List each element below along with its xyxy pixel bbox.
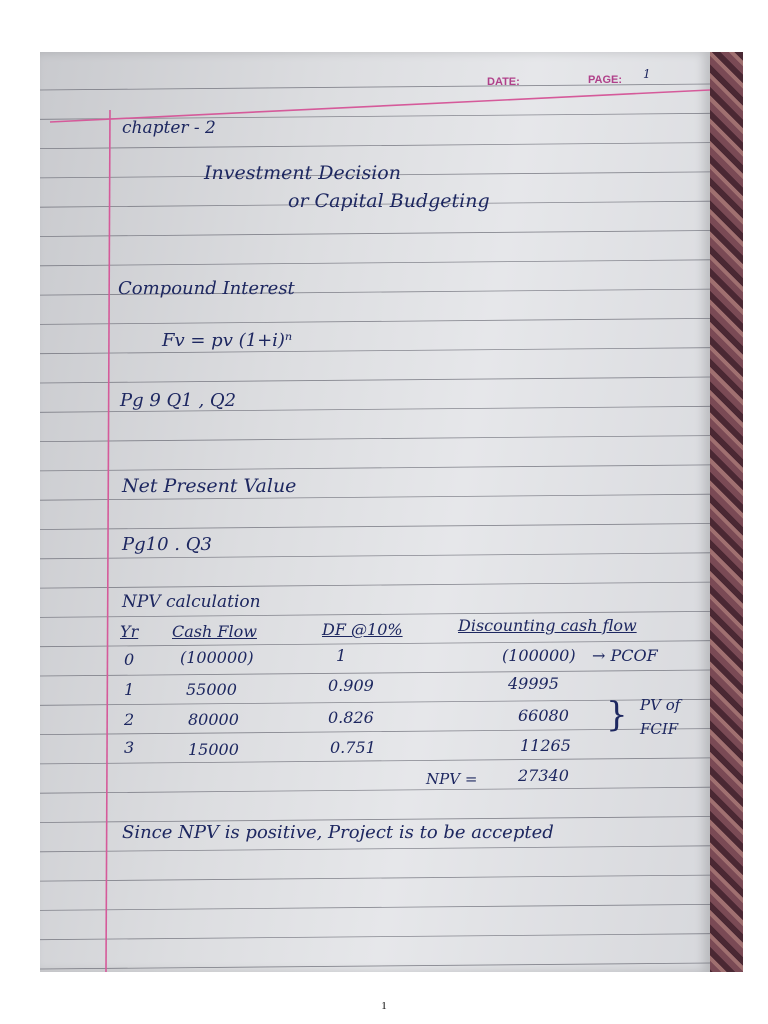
ruled-line (40, 787, 710, 793)
table-cell: (100000) (180, 648, 254, 667)
chapter-heading: chapter - 2 (122, 118, 216, 138)
date-label: DATE: (487, 76, 520, 88)
table-cell: 1 (124, 680, 135, 699)
ruled-line (40, 758, 710, 764)
ruled-line (40, 904, 710, 910)
table-cell: 15000 (188, 740, 239, 759)
page-reference-2: Pg10 . Q3 (122, 534, 212, 555)
brace-icon: } (606, 695, 628, 735)
footer-page-number: 1 (381, 1000, 387, 1012)
table-header-df: DF @10% (322, 620, 403, 639)
ruled-line (40, 348, 710, 354)
npv-result-value: 27340 (518, 766, 569, 785)
ruled-line (40, 377, 710, 383)
ruled-line (40, 963, 710, 969)
table-header-discounted-cash-flow: Discounting cash flow (458, 616, 637, 635)
ruled-line (40, 260, 710, 266)
pcof-note: → PCOF (592, 646, 658, 665)
title-line-2: or Capital Budgeting (288, 190, 490, 212)
ruled-line (40, 846, 710, 852)
table-header-year: Yr (120, 622, 139, 641)
title-line-1: Investment Decision (204, 162, 401, 184)
ruled-line (40, 934, 710, 940)
table-header-cash-flow: Cash Flow (172, 622, 257, 641)
table-cell: 3 (124, 738, 135, 757)
ruled-line (40, 670, 710, 676)
conclusion-text: Since NPV is positive, Project is to be accepted (122, 822, 554, 843)
table-cell: (100000) (502, 646, 576, 665)
page-label: PAGE: (588, 74, 623, 86)
table-cell: 0.826 (328, 708, 374, 727)
left-margin-line (106, 110, 110, 972)
ruled-line (40, 875, 710, 881)
pv-fcif-note-line-1: PV of (640, 696, 681, 714)
compound-formula: Fv = pv (1+i)ⁿ (162, 330, 293, 351)
ruled-line (40, 582, 710, 588)
ruled-line (40, 231, 710, 237)
compound-interest-heading: Compound Interest (118, 278, 295, 299)
ruled-line (40, 318, 710, 324)
ruled-line (40, 436, 710, 442)
table-cell: 80000 (188, 710, 239, 729)
table-cell: 0.751 (330, 738, 376, 757)
table-cell: 66080 (518, 706, 569, 725)
table-cell: 11265 (520, 736, 571, 755)
page-reference-1: Pg 9 Q1 , Q2 (120, 390, 237, 411)
table-cell: 0.909 (328, 676, 374, 695)
npv-result-label: NPV = (426, 770, 478, 788)
table-cell: 2 (124, 710, 135, 729)
notebook-photo (40, 52, 743, 972)
ruled-line (40, 465, 710, 471)
page-number: 1 (643, 67, 651, 81)
pv-fcif-note-line-2: FCIF (640, 720, 679, 738)
table-cell: 0 (124, 650, 135, 669)
npv-calculation-heading: NPV calculation (122, 592, 261, 612)
notebook-page (40, 52, 710, 972)
table-cell: 1 (336, 646, 347, 665)
npv-heading: Net Present Value (122, 475, 297, 497)
table-cell: 55000 (186, 680, 237, 699)
ruled-line (40, 524, 710, 530)
table-cell: 49995 (508, 674, 559, 693)
ruled-line (40, 143, 710, 149)
